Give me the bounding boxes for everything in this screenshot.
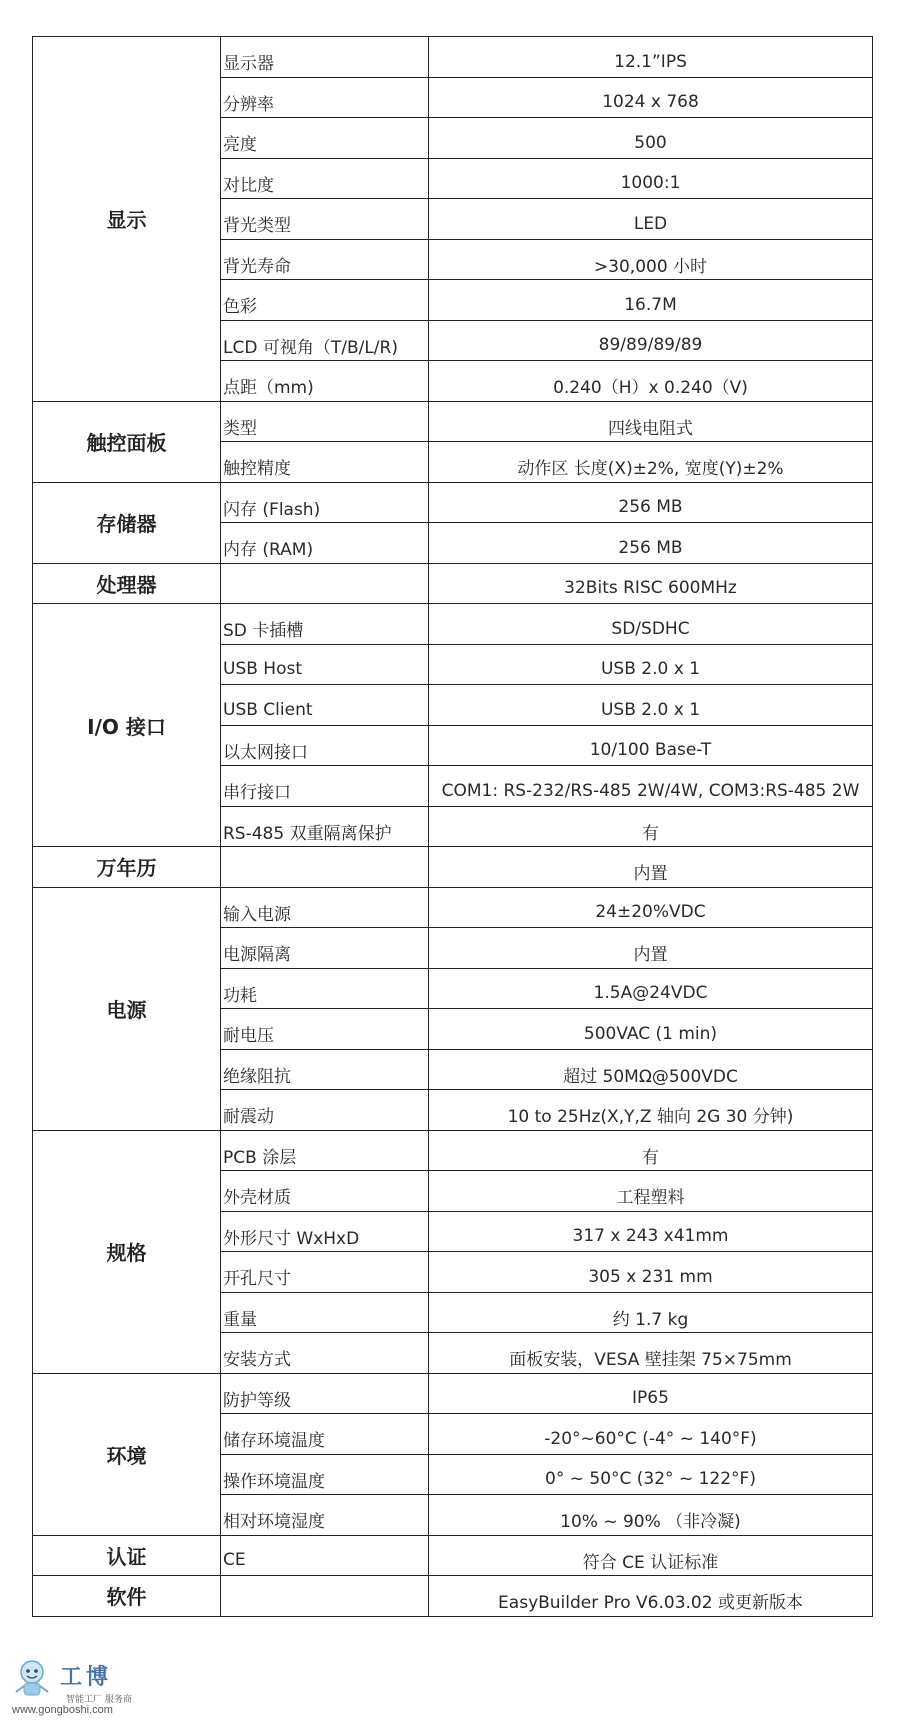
watermark-logo	[8, 1652, 178, 1724]
spec-key: 防护等级	[221, 1373, 429, 1414]
spec-key: 背光类型	[221, 199, 429, 240]
spec-value: 10% ~ 90% （非冷凝)	[429, 1495, 873, 1536]
spec-row	[33, 37, 873, 78]
spec-row	[33, 482, 873, 523]
spec-value: 317 x 243 x41mm	[429, 1211, 873, 1252]
watermark-url: www.gongboshi.com	[12, 1704, 113, 1716]
mascot-icon	[12, 1656, 52, 1700]
category-label: 显示	[33, 37, 221, 402]
spec-key: 色彩	[221, 280, 429, 321]
spec-key: 分辨率	[221, 77, 429, 118]
category-label: I/O 接口	[33, 604, 221, 847]
spec-row	[33, 1130, 873, 1171]
spec-row	[33, 1576, 873, 1617]
spec-value: 有	[429, 1130, 873, 1171]
spec-value: 四线电阻式	[429, 401, 873, 442]
spec-key: RS-485 双重隔离保护	[221, 806, 429, 847]
spec-value: 500	[429, 118, 873, 159]
spec-key: 外形尺寸 WxHxD	[221, 1211, 429, 1252]
spec-key: 耐震动	[221, 1090, 429, 1131]
spec-key: 安装方式	[221, 1333, 429, 1374]
spec-key: 点距（mm)	[221, 361, 429, 402]
spec-key: 背光寿命	[221, 239, 429, 280]
spec-value: 内置	[429, 928, 873, 969]
spec-value: 24±20%VDC	[429, 887, 873, 928]
spec-key: PCB 涂层	[221, 1130, 429, 1171]
category-label: 认证	[33, 1535, 221, 1576]
spec-value: 12.1”IPS	[429, 37, 873, 78]
spec-table	[32, 36, 873, 1617]
spec-value: USB 2.0 x 1	[429, 644, 873, 685]
spec-row	[33, 604, 873, 645]
spec-key: 触控精度	[221, 442, 429, 483]
spec-key: 功耗	[221, 968, 429, 1009]
spec-key: 以太网接口	[221, 725, 429, 766]
spec-value: LED	[429, 199, 873, 240]
spec-value: 10/100 Base-T	[429, 725, 873, 766]
category-label: 万年历	[33, 847, 221, 888]
spec-key: 耐电压	[221, 1009, 429, 1050]
spec-value: 0° ~ 50°C (32° ~ 122°F)	[429, 1454, 873, 1495]
category-label: 处理器	[33, 563, 221, 604]
spec-value: 1024 x 768	[429, 77, 873, 118]
spec-value: 10 to 25Hz(X,Y,Z 轴向 2G 30 分钟)	[429, 1090, 873, 1131]
spec-value: 256 MB	[429, 523, 873, 564]
spec-value: 超过 50MΩ@500VDC	[429, 1049, 873, 1090]
spec-value: COM1: RS-232/RS-485 2W/4W, COM3:RS-485 2W	[429, 766, 873, 807]
spec-key: 开孔尺寸	[221, 1252, 429, 1293]
spec-value: 1.5A@24VDC	[429, 968, 873, 1009]
spec-value: >30,000 小时	[429, 239, 873, 280]
spec-key: 绝缘阻抗	[221, 1049, 429, 1090]
spec-key: SD 卡插槽	[221, 604, 429, 645]
spec-key: 内存 (RAM)	[221, 523, 429, 564]
category-label: 规格	[33, 1130, 221, 1373]
spec-row	[33, 563, 873, 604]
spec-key	[221, 847, 429, 888]
spec-value: 1000:1	[429, 158, 873, 199]
watermark-slogan: 智能工厂 服务商	[66, 1695, 132, 1705]
spec-row	[33, 1373, 873, 1414]
spec-value: 符合 CE 认证标准	[429, 1535, 873, 1576]
spec-key: 对比度	[221, 158, 429, 199]
spec-key: 闪存 (Flash)	[221, 482, 429, 523]
spec-value: 89/89/89/89	[429, 320, 873, 361]
spec-key: 相对环境湿度	[221, 1495, 429, 1536]
category-label: 环境	[33, 1373, 221, 1535]
spec-body	[33, 37, 873, 1617]
spec-row	[33, 1535, 873, 1576]
category-label: 软件	[33, 1576, 221, 1617]
spec-key: 串行接口	[221, 766, 429, 807]
spec-key: 类型	[221, 401, 429, 442]
spec-row	[33, 887, 873, 928]
spec-key: 亮度	[221, 118, 429, 159]
spec-value: 305 x 231 mm	[429, 1252, 873, 1293]
spec-key	[221, 1576, 429, 1617]
spec-key: 重量	[221, 1292, 429, 1333]
spec-value: 内置	[429, 847, 873, 888]
spec-value: 256 MB	[429, 482, 873, 523]
spec-key	[221, 563, 429, 604]
watermark-brand: 工博	[60, 1664, 113, 1690]
spec-key: 外壳材质	[221, 1171, 429, 1212]
spec-key: 操作环境温度	[221, 1454, 429, 1495]
spec-row	[33, 847, 873, 888]
spec-key: 储存环境温度	[221, 1414, 429, 1455]
spec-value: USB 2.0 x 1	[429, 685, 873, 726]
category-label: 存储器	[33, 482, 221, 563]
spec-value: 约 1.7 kg	[429, 1292, 873, 1333]
spec-key: 显示器	[221, 37, 429, 78]
spec-value: 0.240（H）x 0.240（V)	[429, 361, 873, 402]
spec-value: 16.7M	[429, 280, 873, 321]
spec-key: USB Host	[221, 644, 429, 685]
spec-key: 电源隔离	[221, 928, 429, 969]
spec-value: SD/SDHC	[429, 604, 873, 645]
spec-value: 500VAC (1 min)	[429, 1009, 873, 1050]
spec-value: 面板安装，VESA 壁挂架 75×75mm	[429, 1333, 873, 1374]
spec-value: 32Bits RISC 600MHz	[429, 563, 873, 604]
spec-row	[33, 401, 873, 442]
spec-key: 输入电源	[221, 887, 429, 928]
spec-key: CE	[221, 1535, 429, 1576]
spec-value: IP65	[429, 1373, 873, 1414]
spec-value: 动作区 长度(X)±2%, 宽度(Y)±2%	[429, 442, 873, 483]
category-label: 触控面板	[33, 401, 221, 482]
spec-value: 有	[429, 806, 873, 847]
spec-key: LCD 可视角（T/B/L/R)	[221, 320, 429, 361]
spec-value: EasyBuilder Pro V6.03.02 或更新版本	[429, 1576, 873, 1617]
spec-key: USB Client	[221, 685, 429, 726]
spec-value: 工程塑料	[429, 1171, 873, 1212]
category-label: 电源	[33, 887, 221, 1130]
spec-value: -20°~60°C (-4° ~ 140°F)	[429, 1414, 873, 1455]
